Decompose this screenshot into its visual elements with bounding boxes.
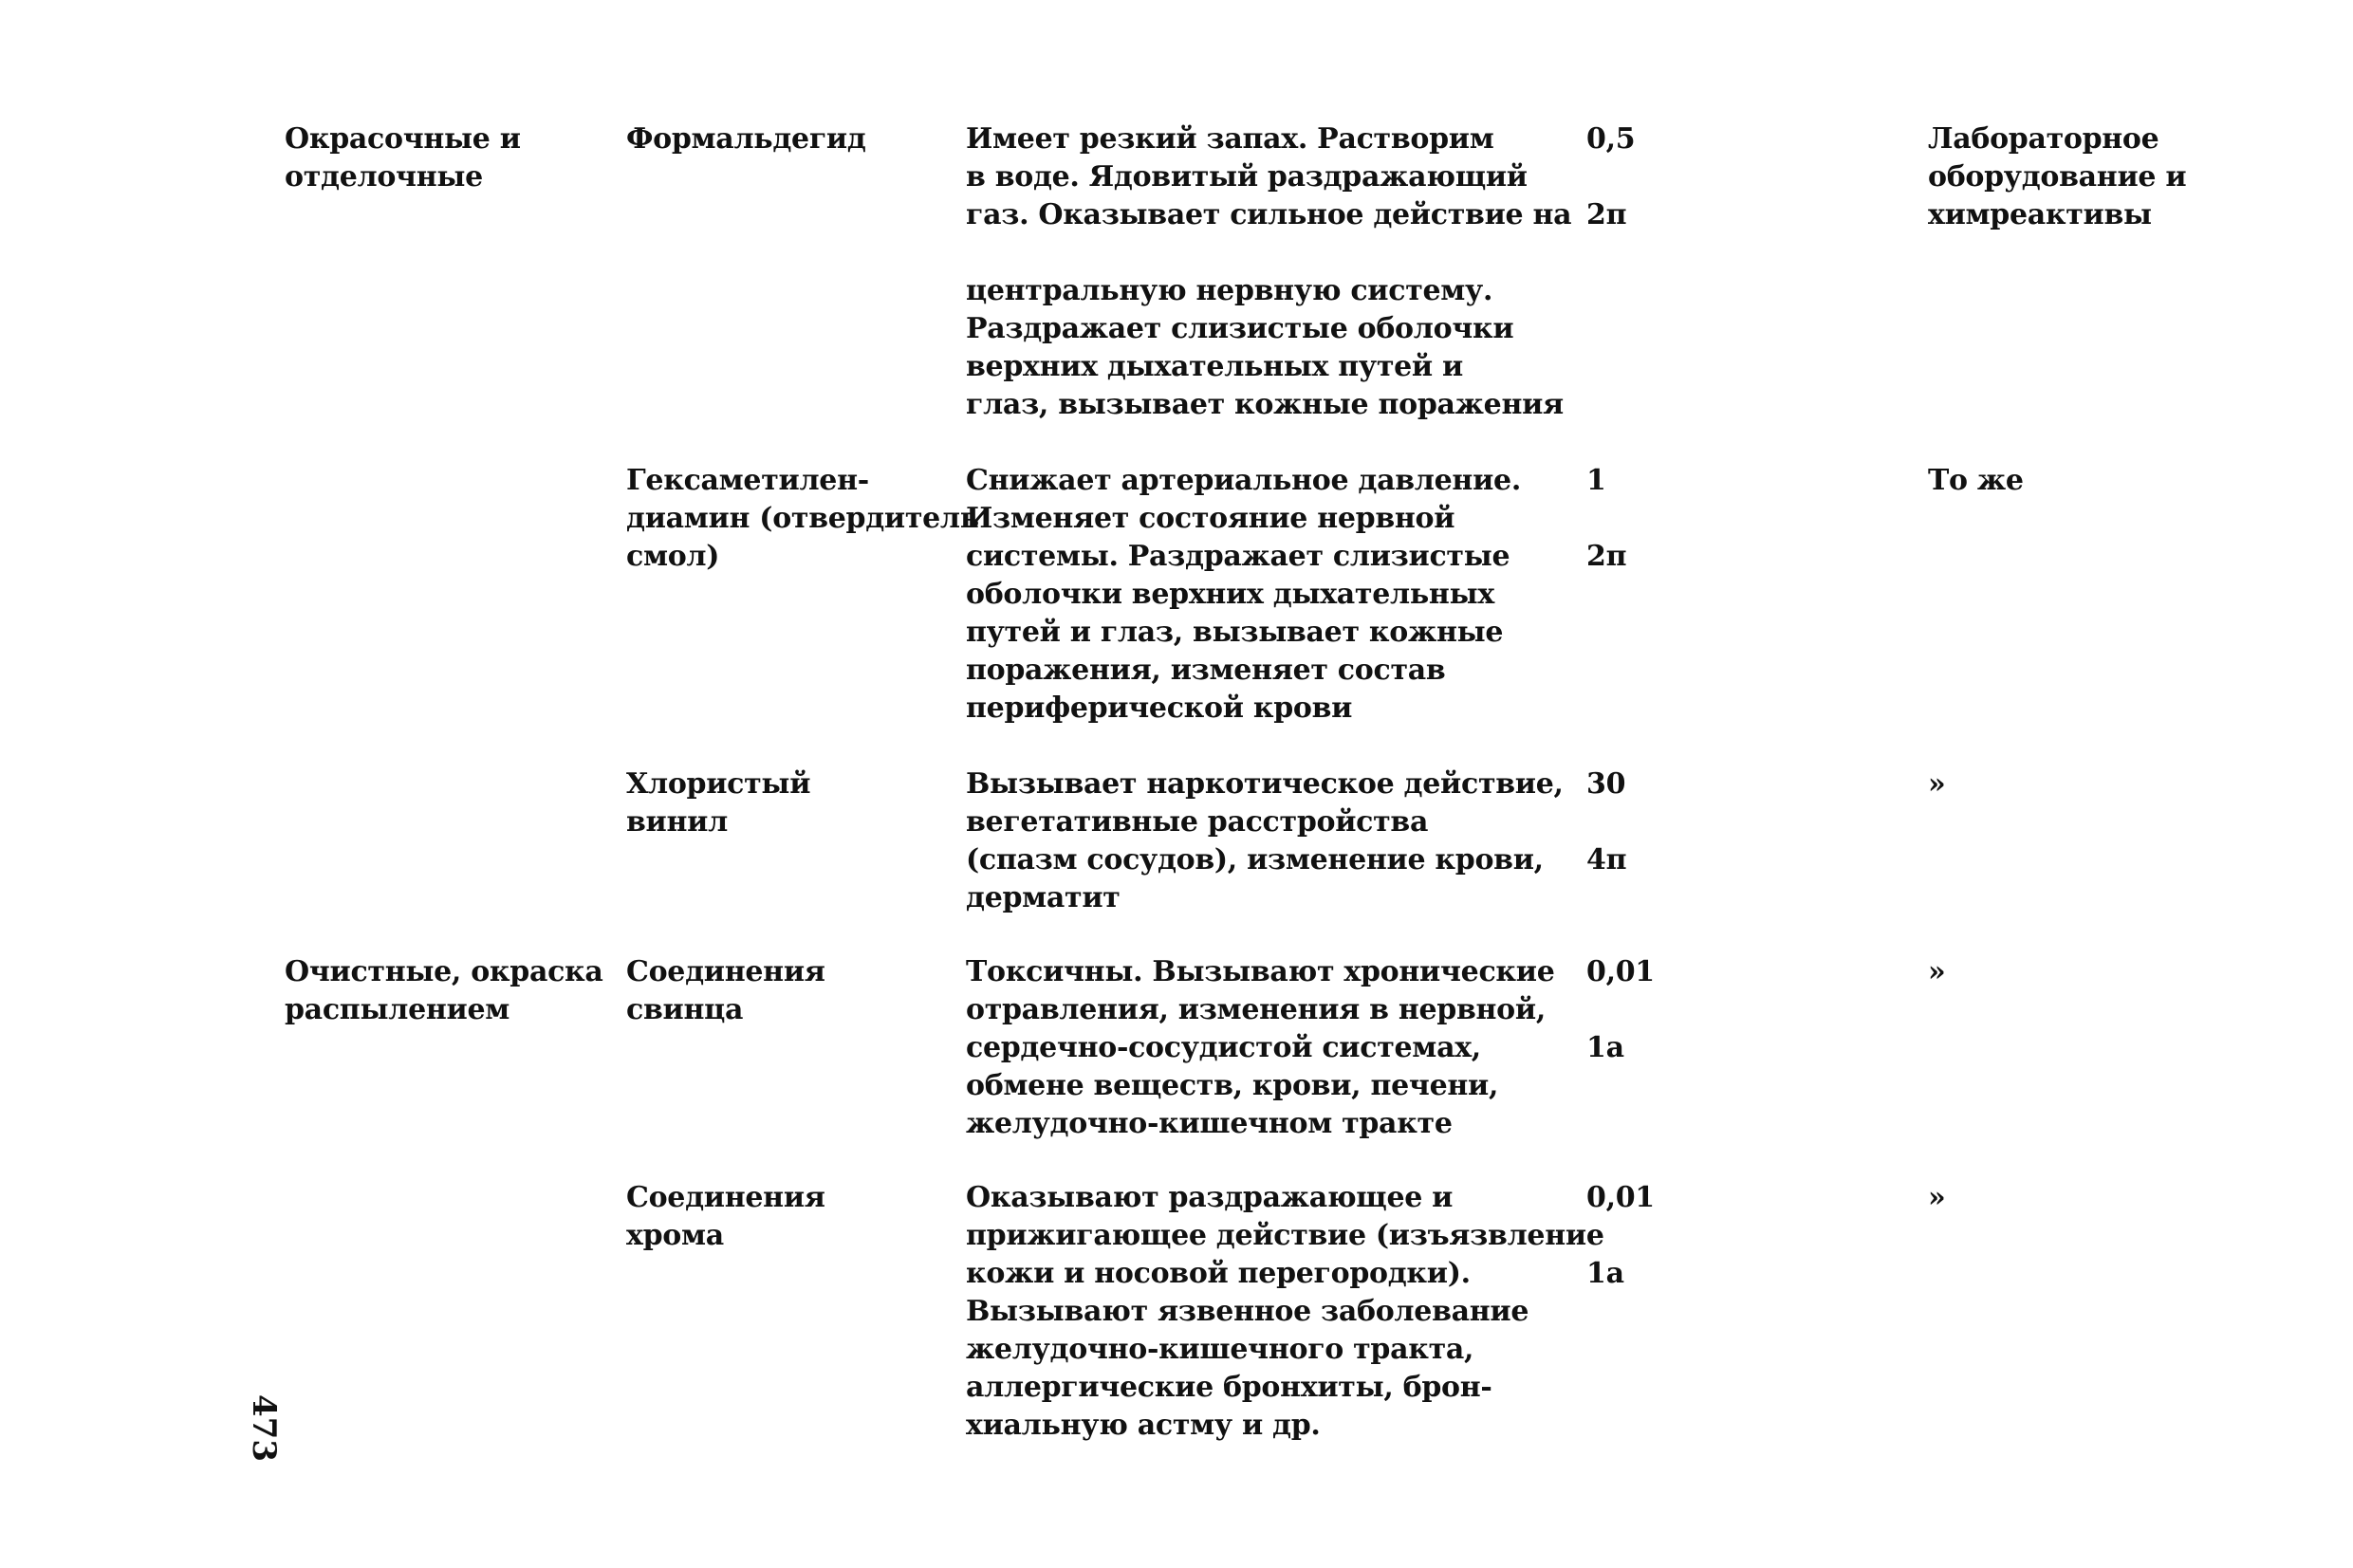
limit-value: 0,01	[1586, 1181, 1655, 1214]
equipment-cell	[1928, 462, 2326, 500]
process-line: Окрасочные и	[285, 122, 521, 156]
substance-cell	[626, 766, 963, 841]
substance-line: Хлористый	[626, 767, 811, 801]
hazard-class: 2п	[1586, 540, 1627, 573]
effect-line: Токсичны. Вызывают хронические	[966, 955, 1555, 988]
effect-line: Изменяет состояние нервной	[966, 502, 1455, 535]
effect-line: верхних дыхательных путей и	[966, 350, 1463, 383]
effect-line: Оказывают раздражающее и	[966, 1181, 1454, 1214]
substance-cell	[626, 462, 979, 576]
hazard-class: 4п	[1586, 843, 1627, 876]
process-line: распылением	[285, 993, 510, 1026]
limit-cell	[1586, 120, 1776, 234]
equipment-cell	[1928, 1179, 2326, 1217]
effect-line: сердечно-сосудистой системах,	[966, 1031, 1481, 1064]
table-row	[0, 120, 2353, 462]
equipment-line: оборудование и	[1928, 160, 2187, 194]
limit-value: 1	[1586, 464, 1606, 497]
substance-line: винил	[626, 805, 728, 839]
substance-line: Формальдегид	[626, 122, 866, 156]
effect-line: центральную нервную систему.	[966, 274, 1493, 307]
equipment-cell	[1928, 766, 2326, 803]
limit-value: 0,5	[1586, 122, 1636, 156]
effect-line: путей и глаз, вызывает кожные	[966, 616, 1504, 649]
ditto-mark: »	[1928, 1181, 1946, 1214]
effect-line: дерматит	[966, 881, 1121, 914]
equipment-line: То же	[1928, 464, 2024, 497]
limit-value: 30	[1586, 767, 1626, 801]
effect-line: кожи и носовой перегородки).	[966, 1257, 1471, 1290]
effect-line: аллергические бронхиты, брон-	[966, 1371, 1492, 1404]
effect-line: хиальную астму и др.	[966, 1409, 1321, 1442]
effect-line: Имеет резкий запах. Растворим	[966, 122, 1494, 156]
substance-line: свинца	[626, 993, 744, 1026]
substance-line: Соединения	[626, 955, 825, 988]
effect-line: оболочки верхних дыхательных	[966, 578, 1494, 611]
effect-line: поражения, изменяет состав	[966, 654, 1446, 687]
process-line: отделочные	[285, 160, 483, 194]
effect-line: системы. Раздражает слизистые	[966, 540, 1510, 573]
limit-cell	[1586, 462, 1776, 576]
process-cell	[285, 120, 607, 196]
effect-cell	[966, 766, 1564, 917]
effect-line: в воде. Ядовитый раздражающий	[966, 160, 1528, 194]
effect-line: Вызывает наркотическое действие,	[966, 767, 1564, 801]
page-number: 473	[245, 1394, 283, 1462]
table-row	[0, 953, 2353, 1179]
table-row	[0, 766, 2353, 953]
equipment-line: Лабораторное	[1928, 122, 2159, 156]
substance-cell	[626, 120, 963, 158]
effect-line: Снижает артериальное давление.	[966, 464, 1521, 497]
limit-cell	[1586, 766, 1776, 879]
process-cell	[285, 953, 607, 1029]
table-row	[0, 462, 2353, 766]
limit-value: 0,01	[1586, 955, 1655, 988]
process-line: Очистные, окраска	[285, 955, 603, 988]
substance-line: Соединения	[626, 1181, 825, 1214]
effect-line: обмене веществ, крови, печени,	[966, 1069, 1499, 1102]
effect-line: глаз, вызывает кожные поражения	[966, 388, 1564, 421]
limit-cell	[1586, 1179, 1776, 1293]
effect-line: Вызывают язвенное заболевание	[966, 1295, 1529, 1328]
hazard-table	[0, 120, 2353, 1462]
equipment-line: химреактивы	[1928, 198, 2152, 231]
effect-cell	[966, 1179, 1604, 1445]
substance-cell	[626, 1179, 963, 1255]
ditto-mark: »	[1928, 955, 1946, 988]
effect-line: (спазм сосудов), изменение крови,	[966, 843, 1544, 876]
effect-cell	[966, 462, 1554, 728]
effect-cell	[966, 120, 1572, 424]
effect-cell	[966, 953, 1554, 1143]
effect-line: вегетативные расстройства	[966, 805, 1429, 839]
hazard-class: 1а	[1586, 1257, 1624, 1290]
limit-cell	[1586, 953, 1776, 1067]
effect-line: желудочно-кишечном тракте	[966, 1107, 1453, 1140]
substance-line: Гексаметилен-	[626, 464, 869, 497]
substance-line: смол)	[626, 540, 720, 573]
effect-line: отравления, изменения в нервной,	[966, 993, 1546, 1026]
effect-line: желудочно-кишечного тракта,	[966, 1333, 1474, 1366]
substance-line: хрома	[626, 1219, 724, 1252]
ditto-mark: »	[1928, 767, 1946, 801]
equipment-cell	[1928, 953, 2326, 991]
effect-line: Раздражает слизистые оболочки	[966, 312, 1514, 345]
hazard-class: 2п	[1586, 198, 1627, 231]
hazard-class: 1а	[1586, 1031, 1624, 1064]
effect-line: периферической крови	[966, 692, 1353, 725]
table-row	[0, 1179, 2353, 1462]
substance-cell	[626, 953, 963, 1029]
effect-line: прижигающее действие (изъязвление	[966, 1219, 1604, 1252]
effect-line: газ. Оказывает сильное действие на	[966, 198, 1572, 231]
substance-line: диамин (отвердитель	[626, 502, 979, 535]
equipment-cell	[1928, 120, 2326, 234]
